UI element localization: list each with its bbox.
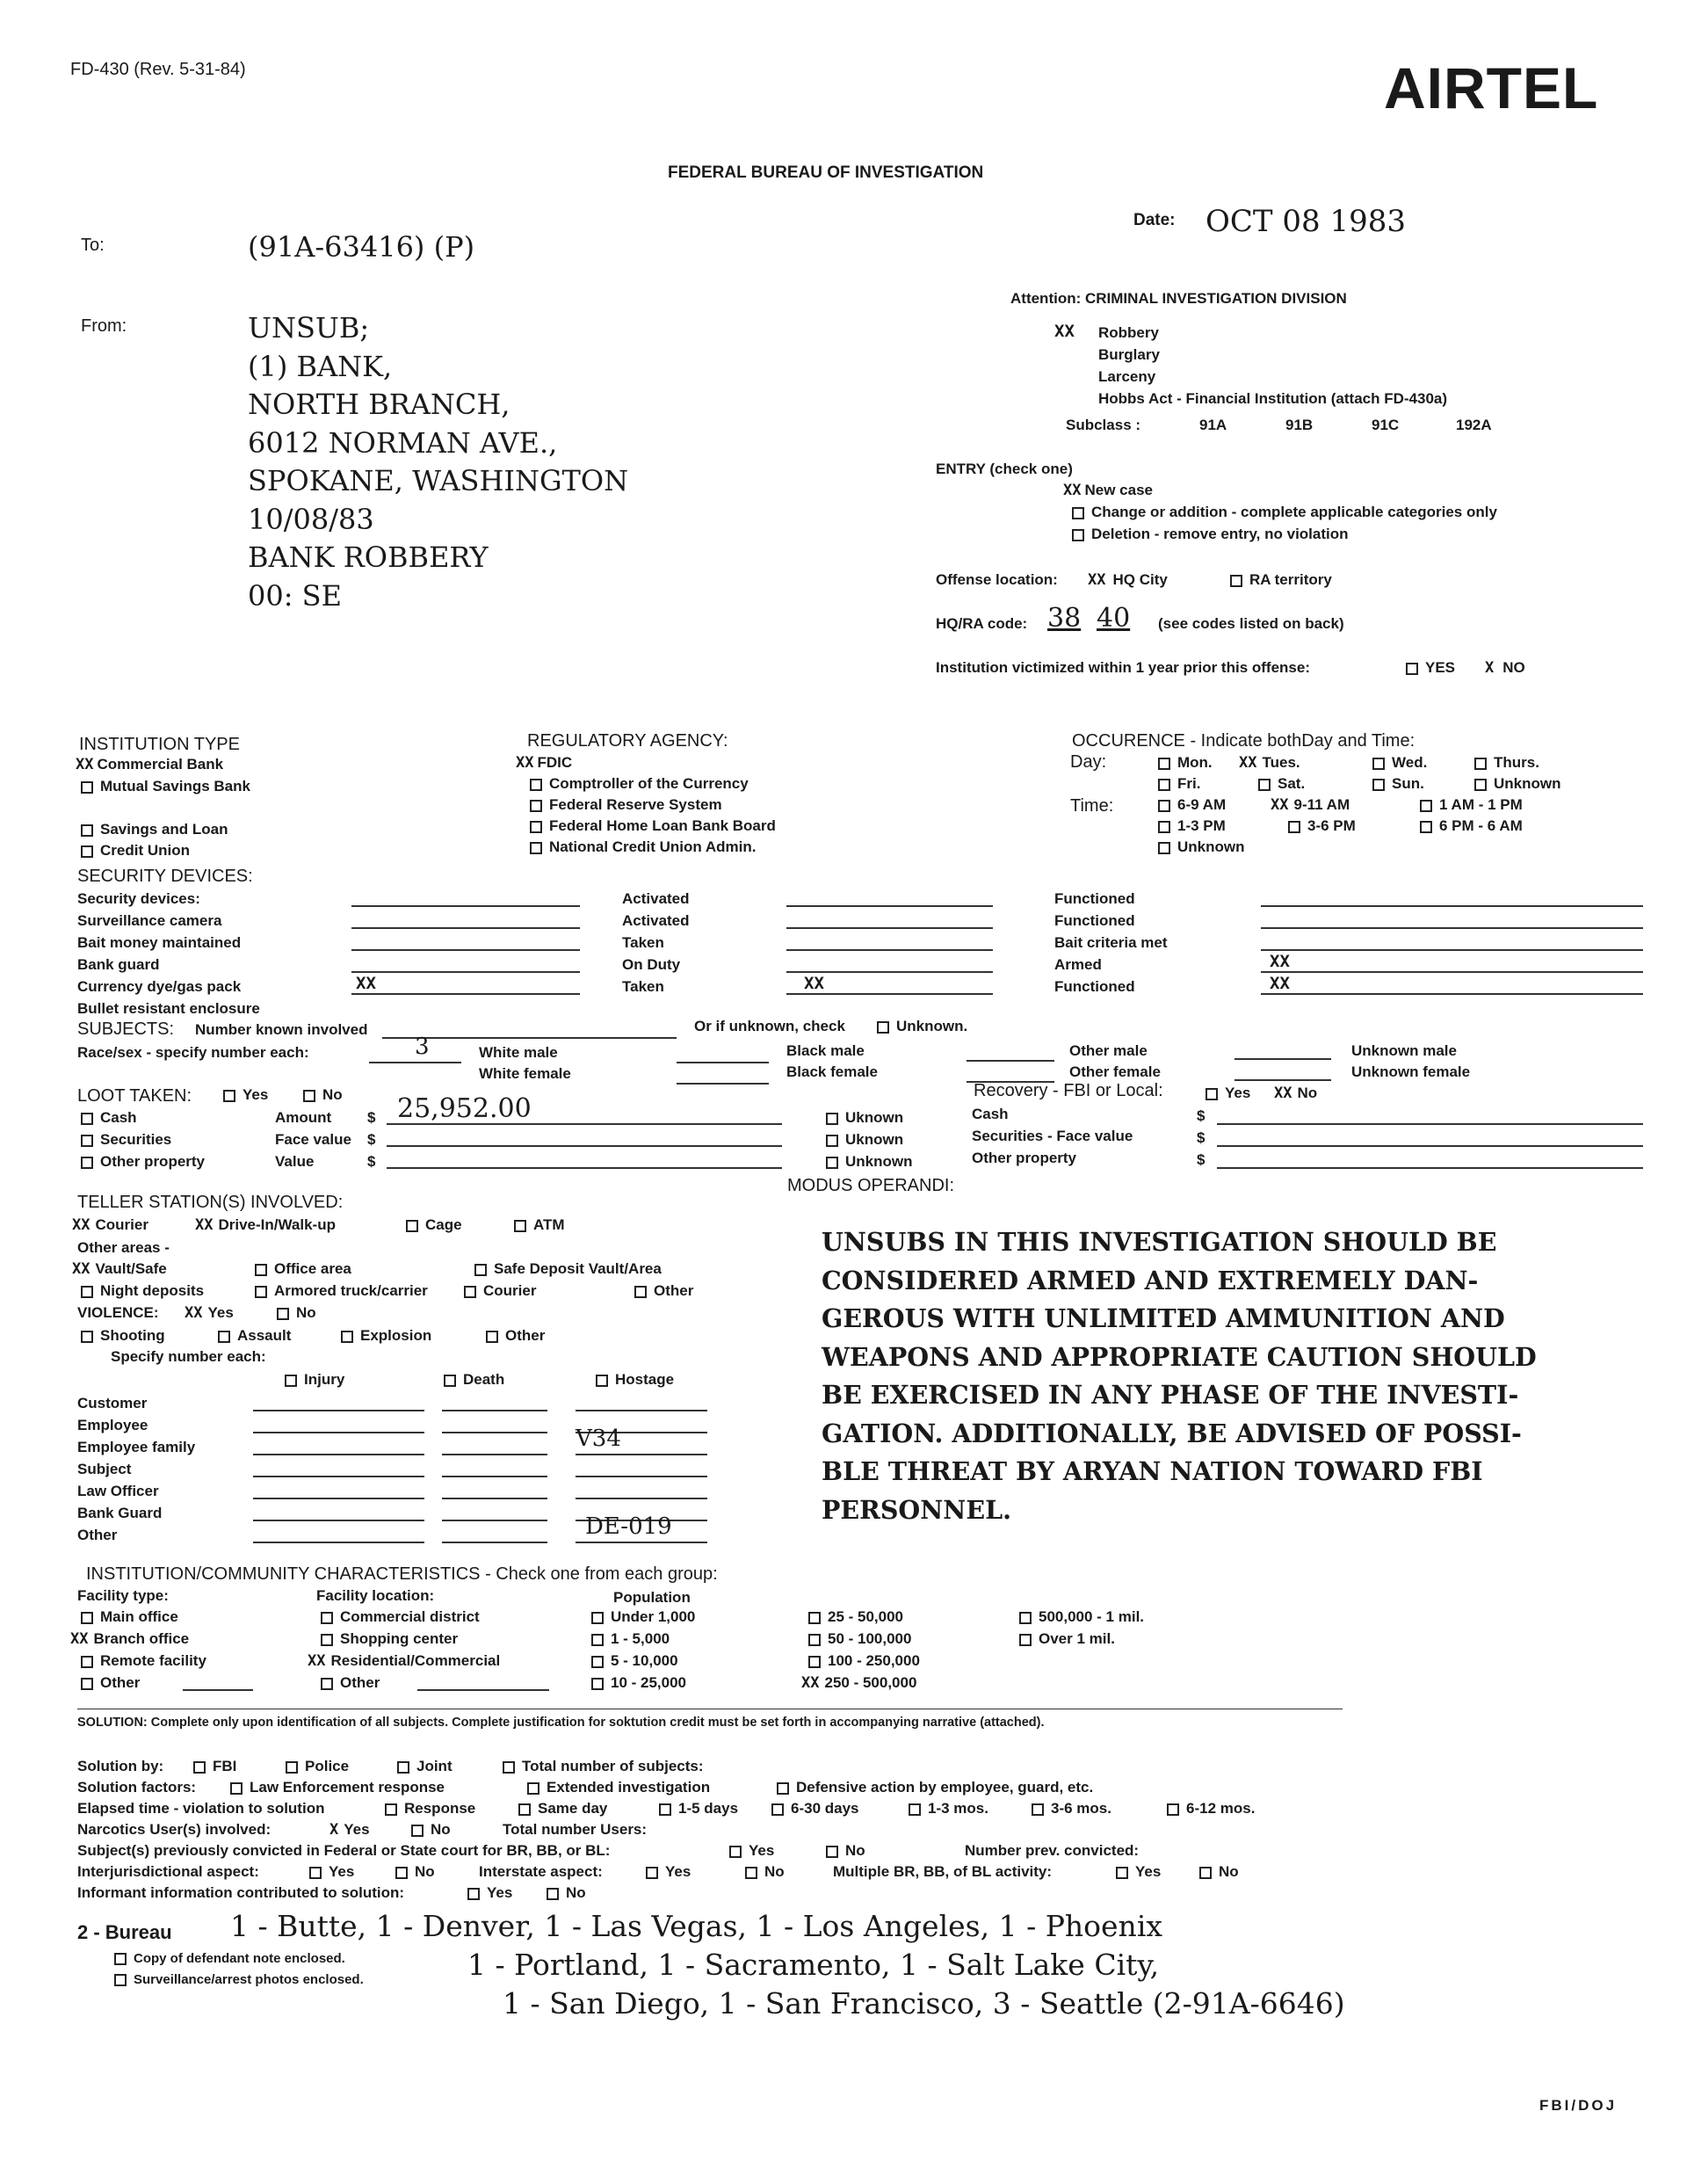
violence-code-1: V34 bbox=[576, 1426, 621, 1452]
white-male: White male bbox=[479, 1044, 558, 1061]
security-left-labels bbox=[77, 888, 260, 1019]
area-office[interactable]: Office area bbox=[255, 1260, 351, 1278]
race-label: Race/sex - specify number each: bbox=[77, 1044, 309, 1061]
ftype-branch[interactable]: XX Branch office bbox=[70, 1630, 190, 1648]
violence-no[interactable]: No bbox=[277, 1304, 316, 1322]
date-value: OCT 08 1983 bbox=[1206, 204, 1406, 239]
violence-assault[interactable]: Assault bbox=[218, 1327, 291, 1345]
subclass-192a: 192A bbox=[1456, 417, 1492, 433]
security-label: Currency dye/gas pack bbox=[77, 978, 242, 995]
victimized-yes[interactable]: YES bbox=[1406, 659, 1455, 677]
security-label: Security devices: bbox=[77, 890, 200, 907]
security-label: Activated bbox=[622, 912, 690, 929]
modus-line: GEROUS WITH UNLIMITED AMMUNITION AND bbox=[822, 1303, 1505, 1333]
elapsed-6-12-mos[interactable]: 6-12 mos. bbox=[1167, 1800, 1255, 1818]
entry-new-case[interactable]: XX New case bbox=[1063, 482, 1153, 499]
attention-item: Burglary bbox=[1098, 346, 1160, 363]
distribution-line-1: 1 - Butte, 1 - Denver, 1 - Las Vegas, 1 - Los Angeles, 1 - Phoenix bbox=[230, 1909, 1162, 1943]
facility-type-label: Facility type: bbox=[77, 1587, 169, 1604]
attention-item: Larceny bbox=[1098, 368, 1156, 385]
population-label: Population bbox=[613, 1589, 691, 1606]
entry-deletion[interactable]: Deletion - remove entry, no violation bbox=[1072, 526, 1349, 543]
pop-10-25000[interactable]: 10 - 25,000 bbox=[591, 1674, 686, 1692]
hqra-note: (see codes listed on back) bbox=[1158, 615, 1344, 632]
solution-total-subjects[interactable]: Total number of subjects: bbox=[503, 1758, 704, 1775]
pop-50-100000[interactable]: 50 - 100,000 bbox=[808, 1630, 911, 1648]
loot-other[interactable]: Other property bbox=[81, 1153, 205, 1171]
dollar-sign: $ bbox=[1197, 1151, 1206, 1168]
time-6pm-6am[interactable]: 6 PM - 6 AM bbox=[1420, 817, 1523, 835]
subclass-91c: 91C bbox=[1372, 417, 1400, 433]
pop-100-250000[interactable]: 100 - 250,000 bbox=[808, 1652, 920, 1670]
offense-hq[interactable]: XX HQ City bbox=[1088, 571, 1168, 589]
guard-armed-mark: XX bbox=[1270, 952, 1290, 971]
modus-line: BE EXERCISED IN ANY PHASE OF THE INVESTI- bbox=[822, 1380, 1519, 1410]
teller-courier[interactable]: XX Courier bbox=[72, 1216, 148, 1234]
victimized-no[interactable]: X NO bbox=[1485, 659, 1525, 677]
inst-mutual[interactable]: Mutual Savings Bank bbox=[81, 778, 250, 795]
pop-under-1000[interactable]: Under 1,000 bbox=[591, 1608, 695, 1626]
unknown-check-label: Or if unknown, check bbox=[694, 1018, 845, 1034]
loot-no[interactable]: No bbox=[303, 1086, 343, 1104]
convicted-label: Subject(s) previously convicted in Federal or State court for BR, BB, or BL: bbox=[77, 1842, 611, 1859]
person-label: Bank Guard bbox=[77, 1505, 163, 1521]
date-label: Date: bbox=[1133, 211, 1176, 229]
currency-taken-mark: XX bbox=[804, 974, 824, 993]
inst-credit-union[interactable]: Credit Union bbox=[81, 842, 190, 860]
day-sat[interactable]: Sat. bbox=[1258, 775, 1305, 793]
recovery-item: Cash bbox=[972, 1106, 1009, 1122]
modus-line: UNSUBS IN THIS INVESTIGATION SHOULD BE bbox=[822, 1227, 1497, 1257]
from-line: SPOKANE, WASHINGTON bbox=[248, 464, 629, 497]
black-male: Black male bbox=[786, 1042, 865, 1059]
area-courier[interactable]: Courier bbox=[464, 1282, 536, 1300]
subjects-label: SUBJECTS: bbox=[77, 1019, 175, 1039]
modus-line: BLE THREAT BY ARYAN NATION TOWARD FBI bbox=[822, 1456, 1483, 1486]
recovery-items bbox=[972, 1103, 1133, 1169]
hqra-code-1: 38 bbox=[1047, 603, 1082, 634]
factor-le-response[interactable]: Law Enforcement response bbox=[230, 1779, 445, 1796]
multiple-label: Multiple BR, BB, of BL activity: bbox=[833, 1863, 1053, 1880]
security-label: Bullet resistant enclosure bbox=[77, 1000, 260, 1017]
elapsed-same-day[interactable]: Same day bbox=[518, 1800, 607, 1818]
checkbox[interactable] bbox=[1072, 507, 1084, 519]
security-label: Bank guard bbox=[77, 956, 160, 973]
interstate-label: Interstate aspect: bbox=[479, 1863, 603, 1880]
offense-ra[interactable]: RA territory bbox=[1230, 571, 1332, 589]
security-label: Armed bbox=[1054, 956, 1102, 973]
distribution-prefix: 2 - Bureau bbox=[77, 1921, 172, 1943]
attention-item: Hobbs Act - Financial Institution (attach FD-430a) bbox=[1098, 390, 1448, 407]
security-label: Functioned bbox=[1054, 978, 1135, 995]
currency-pack-mark: XX bbox=[356, 974, 376, 993]
multiple-yes[interactable]: Yes bbox=[1116, 1863, 1161, 1881]
attention-label: Attention: CRIMINAL INVESTIGATION DIVISION bbox=[1010, 290, 1347, 307]
dollar-sign: $ bbox=[1197, 1107, 1206, 1124]
teller-drive-in[interactable]: XX Drive-In/Walk-up bbox=[195, 1216, 336, 1234]
multiple-no[interactable]: No bbox=[1199, 1863, 1239, 1881]
person-label: Other bbox=[77, 1527, 118, 1543]
modus-line: GATION. ADDITIONALLY, BE ADVISED OF POSSI- bbox=[822, 1418, 1522, 1448]
violence-explosion[interactable]: Explosion bbox=[341, 1327, 431, 1345]
characteristics-title: INSTITUTION/COMMUNITY CHARACTERISTICS - Check one from each group: bbox=[86, 1564, 718, 1584]
subclass-91b: 91B bbox=[1285, 417, 1314, 433]
convicted-yes[interactable]: Yes bbox=[729, 1842, 774, 1860]
regulatory-title: REGULATORY AGENCY: bbox=[527, 731, 728, 751]
hqra-code-2: 40 bbox=[1097, 603, 1131, 634]
solution-joint[interactable]: Joint bbox=[397, 1758, 453, 1775]
from-line: 10/08/83 bbox=[248, 502, 374, 536]
loc-other[interactable]: Other bbox=[321, 1674, 380, 1692]
recovery-item: Securities - Face value bbox=[972, 1128, 1133, 1144]
loot-cash[interactable]: Cash bbox=[81, 1109, 137, 1127]
informant-no[interactable]: No bbox=[547, 1884, 586, 1902]
institution-type-title: INSTITUTION TYPE bbox=[79, 735, 240, 754]
solution-note: SOLUTION: Complete only upon identification of all subjects. Complete justification for soktution credit must be set forth in accompanying narrative (attached). bbox=[77, 1716, 1045, 1730]
violence-yes[interactable]: XX Yes bbox=[185, 1304, 234, 1322]
other-male: Other male bbox=[1069, 1042, 1148, 1059]
time-1-3pm[interactable]: 1-3 PM bbox=[1158, 817, 1226, 835]
security-label: Functioned bbox=[1054, 912, 1135, 929]
ftype-remote[interactable]: Remote facility bbox=[81, 1652, 206, 1670]
factor-extended[interactable]: Extended investigation bbox=[527, 1779, 710, 1796]
outcome-injury[interactable]: Injury bbox=[285, 1371, 344, 1389]
reg-fed-reserve[interactable]: Federal Reserve System bbox=[530, 796, 722, 814]
dollar-sign: $ bbox=[367, 1131, 376, 1148]
from-block bbox=[248, 309, 628, 615]
outcome-hostage[interactable]: Hostage bbox=[596, 1371, 674, 1389]
pop-25-50000[interactable]: 25 - 50,000 bbox=[808, 1608, 903, 1626]
loot-yes[interactable]: Yes bbox=[223, 1086, 268, 1104]
elapsed-label: Elapsed time - violation to solution bbox=[77, 1800, 325, 1817]
factor-defensive[interactable]: Defensive action by employee, guard, etc. bbox=[777, 1779, 1093, 1796]
day-tue[interactable]: XX Tues. bbox=[1239, 754, 1300, 772]
area-armored[interactable]: Armored truck/carrier bbox=[255, 1282, 428, 1300]
enclosure-defendant-note[interactable]: Copy of defendant note enclosed. bbox=[114, 1951, 345, 1966]
black-female: Black female bbox=[786, 1063, 878, 1080]
interjuris-no[interactable]: No bbox=[395, 1863, 435, 1881]
pack-functioned-mark: XX bbox=[1270, 974, 1290, 993]
elapsed-response[interactable]: Response bbox=[385, 1800, 475, 1818]
ftype-other[interactable]: Other bbox=[81, 1674, 140, 1692]
from-line: 00: SE bbox=[248, 578, 342, 613]
interstate-yes[interactable]: Yes bbox=[646, 1863, 691, 1881]
day-unknown[interactable]: Unknown bbox=[1474, 775, 1561, 793]
unknown-male: Unknown male bbox=[1351, 1042, 1457, 1059]
property-unknown[interactable]: Unknown bbox=[826, 1153, 913, 1171]
victimized-label: Institution victimized within 1 year prior this offense: bbox=[936, 659, 1310, 676]
time-unknown[interactable]: Unknown bbox=[1158, 838, 1245, 856]
reg-ncua[interactable]: National Credit Union Admin. bbox=[530, 838, 756, 856]
to-label: To: bbox=[81, 236, 105, 255]
security-right-labels bbox=[1054, 888, 1168, 998]
from-line: (1) BANK, bbox=[248, 349, 393, 383]
time-9-11am[interactable]: XX 9-11 AM bbox=[1271, 796, 1350, 814]
dollar-sign: $ bbox=[1197, 1129, 1206, 1146]
loot-amount: 25,952.00 bbox=[397, 1093, 532, 1124]
interjuris-label: Interjurisdictional aspect: bbox=[77, 1863, 259, 1880]
inst-commercial[interactable]: XX Commercial Bank bbox=[76, 756, 224, 773]
modus-line: WEAPONS AND APPROPRIATE CAUTION SHOULD bbox=[822, 1341, 1537, 1372]
violence-persons bbox=[77, 1392, 195, 1546]
robbery-mark: XX bbox=[1054, 322, 1075, 341]
solution-by-label: Solution by: bbox=[77, 1758, 164, 1774]
value-label: Value bbox=[275, 1153, 315, 1170]
time-6-9am[interactable]: 6-9 AM bbox=[1158, 796, 1226, 814]
from-line: BANK ROBBERY bbox=[248, 541, 489, 574]
modus-text bbox=[822, 1223, 1537, 1529]
security-label: Activated bbox=[622, 890, 690, 907]
inst-savings[interactable]: Savings and Loan bbox=[81, 821, 228, 838]
elapsed-6-30-days[interactable]: 6-30 days bbox=[771, 1800, 859, 1818]
modus-line: CONSIDERED ARMED AND EXTREMELY DAN- bbox=[822, 1265, 1479, 1295]
form-id: FD-430 (Rev. 5-31-84) bbox=[70, 60, 246, 79]
solution-factors-label: Solution factors: bbox=[77, 1779, 197, 1796]
from-line: UNSUB; bbox=[248, 311, 370, 345]
distribution-line-2: 1 - Portland, 1 - Sacramento, 1 - Salt Lake City, bbox=[467, 1948, 1160, 1982]
time-11am-1pm[interactable]: 1 AM - 1 PM bbox=[1420, 796, 1523, 814]
other-areas-label: Other areas - bbox=[77, 1239, 170, 1256]
day-wed[interactable]: Wed. bbox=[1372, 754, 1427, 772]
from-line: NORTH BRANCH, bbox=[248, 388, 510, 421]
person-label: Law Officer bbox=[77, 1483, 159, 1499]
white-female: White female bbox=[479, 1065, 571, 1082]
solution-police[interactable]: Police bbox=[286, 1758, 349, 1775]
security-label: Bait criteria met bbox=[1054, 934, 1168, 951]
area-other[interactable]: Other bbox=[634, 1282, 693, 1300]
elapsed-1-5-days[interactable]: 1-5 days bbox=[659, 1800, 738, 1818]
security-label: Functioned bbox=[1054, 890, 1135, 907]
violence-shooting[interactable]: Shooting bbox=[81, 1327, 165, 1345]
modus-line: PERSONNEL. bbox=[822, 1494, 1012, 1525]
attention-items bbox=[1098, 322, 1447, 410]
person-label: Customer bbox=[77, 1395, 148, 1411]
loc-residential[interactable]: XX Residential/Commercial bbox=[308, 1652, 501, 1670]
cash-unknown[interactable]: Uknown bbox=[826, 1109, 903, 1127]
interjuris-yes[interactable]: Yes bbox=[309, 1863, 354, 1881]
entry-label: ENTRY (check one) bbox=[936, 461, 1073, 477]
area-vault[interactable]: XX Vault/Safe bbox=[72, 1260, 167, 1278]
loc-shopping[interactable]: Shopping center bbox=[321, 1630, 458, 1648]
distribution-line-3: 1 - San Diego, 1 - San Francisco, 3 - Seattle (2-91A-6646) bbox=[503, 1986, 1345, 2021]
pop-500k-1mil[interactable]: 500,000 - 1 mil. bbox=[1019, 1608, 1144, 1626]
pop-1-5000[interactable]: 1 - 5,000 bbox=[591, 1630, 670, 1648]
teller-atm[interactable]: ATM bbox=[514, 1216, 565, 1234]
informant-label: Informant information contributed to solution: bbox=[77, 1884, 405, 1901]
white-male-count: 3 bbox=[415, 1034, 430, 1060]
offense-label: Offense location: bbox=[936, 571, 1058, 588]
total-users-label: Total number Users: bbox=[503, 1821, 648, 1838]
recovery-no[interactable]: XX No bbox=[1274, 1085, 1318, 1102]
day-thu[interactable]: Thurs. bbox=[1474, 754, 1539, 772]
specify-label: Specify number each: bbox=[111, 1348, 266, 1365]
day-fri[interactable]: Fri. bbox=[1158, 775, 1200, 793]
informant-yes[interactable]: Yes bbox=[467, 1884, 512, 1902]
security-mid-labels bbox=[622, 888, 690, 998]
time-label: Time: bbox=[1070, 796, 1114, 816]
amount-label: Amount bbox=[275, 1109, 332, 1126]
loot-securities[interactable]: Securities bbox=[81, 1131, 171, 1149]
security-label: On Duty bbox=[622, 956, 681, 973]
interstate-no[interactable]: No bbox=[745, 1863, 785, 1881]
from-line: 6012 NORMAN AVE., bbox=[248, 425, 558, 460]
reg-fhlbb[interactable]: Federal Home Loan Bank Board bbox=[530, 817, 776, 835]
subclass-91a: 91A bbox=[1199, 417, 1227, 433]
pop-over-1mil[interactable]: Over 1 mil. bbox=[1019, 1630, 1115, 1648]
checkbox[interactable] bbox=[1072, 529, 1084, 541]
loc-commercial[interactable]: Commercial district bbox=[321, 1608, 480, 1626]
elapsed-3-6-mos[interactable]: 3-6 mos. bbox=[1032, 1800, 1111, 1818]
person-label: Employee family bbox=[77, 1439, 196, 1455]
subjects-unknown[interactable]: Unknown. bbox=[877, 1018, 967, 1035]
reg-fdic[interactable]: XX FDIC bbox=[516, 754, 573, 772]
entry-change[interactable]: Change or addition - complete applicable categories only bbox=[1072, 504, 1497, 521]
person-label: Employee bbox=[77, 1417, 148, 1433]
security-label: Bait money maintained bbox=[77, 934, 242, 951]
solution-fbi[interactable]: FBI bbox=[193, 1758, 236, 1775]
from-label: From: bbox=[81, 316, 127, 336]
other-female: Other female bbox=[1069, 1063, 1161, 1080]
unknown-female: Unknown female bbox=[1351, 1063, 1471, 1080]
outcome-death[interactable]: Death bbox=[444, 1371, 504, 1389]
recovery-yes[interactable]: Yes bbox=[1206, 1085, 1250, 1102]
recovery-item: Other property bbox=[972, 1150, 1077, 1166]
area-safe-deposit[interactable]: Safe Deposit Vault/Area bbox=[474, 1260, 662, 1278]
violence-label: VIOLENCE: bbox=[77, 1304, 159, 1321]
dollar-sign: $ bbox=[367, 1109, 376, 1126]
narcotics-yes[interactable]: X Yes bbox=[329, 1821, 370, 1839]
teller-cage[interactable]: Cage bbox=[406, 1216, 462, 1234]
enclosure-photos[interactable]: Surveillance/arrest photos enclosed. bbox=[114, 1972, 364, 1987]
day-sun[interactable]: Sun. bbox=[1372, 775, 1424, 793]
security-label: Taken bbox=[622, 934, 664, 951]
subclass-label: Subclass : bbox=[1066, 417, 1141, 433]
security-label: Surveillance camera bbox=[77, 912, 222, 929]
teller-title: TELLER STATION(S) INVOLVED: bbox=[77, 1193, 344, 1212]
day-label: Day: bbox=[1070, 752, 1107, 772]
convicted-no[interactable]: No bbox=[826, 1842, 865, 1860]
known-label: Number known involved bbox=[195, 1021, 368, 1038]
security-title: SECURITY DEVICES: bbox=[77, 867, 253, 886]
person-label: Subject bbox=[77, 1461, 132, 1477]
violence-code-2: DE-019 bbox=[585, 1513, 672, 1540]
airtel-title: AIRTEL bbox=[1384, 55, 1599, 120]
reg-comptroller[interactable]: Comptroller of the Currency bbox=[530, 775, 749, 793]
narcotics-no[interactable]: No bbox=[411, 1821, 451, 1839]
securities-unknown[interactable]: Uknown bbox=[826, 1131, 903, 1149]
day-mon[interactable]: Mon. bbox=[1158, 754, 1213, 772]
ftype-main[interactable]: Main office bbox=[81, 1608, 178, 1626]
security-label: Taken bbox=[622, 978, 664, 995]
number-prev-label: Number prev. convicted: bbox=[965, 1842, 1140, 1859]
face-value-label: Face value bbox=[275, 1131, 351, 1148]
pop-250-500000[interactable]: XX 250 - 500,000 bbox=[801, 1674, 917, 1692]
area-night-deposits[interactable]: Night deposits bbox=[81, 1282, 204, 1300]
modus-label: MODUS OPERANDI: bbox=[787, 1176, 955, 1195]
time-3-6pm[interactable]: 3-6 PM bbox=[1288, 817, 1356, 835]
to-value: (91A-63416) (P) bbox=[248, 230, 475, 264]
hqra-label: HQ/RA code: bbox=[936, 615, 1028, 632]
agency-name: FEDERAL BUREAU OF INVESTIGATION bbox=[668, 163, 984, 182]
pop-5-10000[interactable]: 5 - 10,000 bbox=[591, 1652, 678, 1670]
violence-other[interactable]: Other bbox=[486, 1327, 545, 1345]
narcotics-label: Narcotics User(s) involved: bbox=[77, 1821, 272, 1838]
dollar-sign: $ bbox=[367, 1153, 376, 1170]
loot-title: LOOT TAKEN: bbox=[77, 1086, 192, 1106]
elapsed-1-3-mos[interactable]: 1-3 mos. bbox=[909, 1800, 988, 1818]
occurrence-title: OCCURENCE - Indicate bothDay and Time: bbox=[1072, 731, 1415, 751]
recovery-label: Recovery - FBI or Local: bbox=[974, 1081, 1163, 1100]
location-label: Facility location: bbox=[316, 1587, 435, 1604]
attention-item: Robbery bbox=[1098, 324, 1159, 341]
footer-stamp: FBI/DOJ bbox=[1539, 2097, 1618, 2114]
